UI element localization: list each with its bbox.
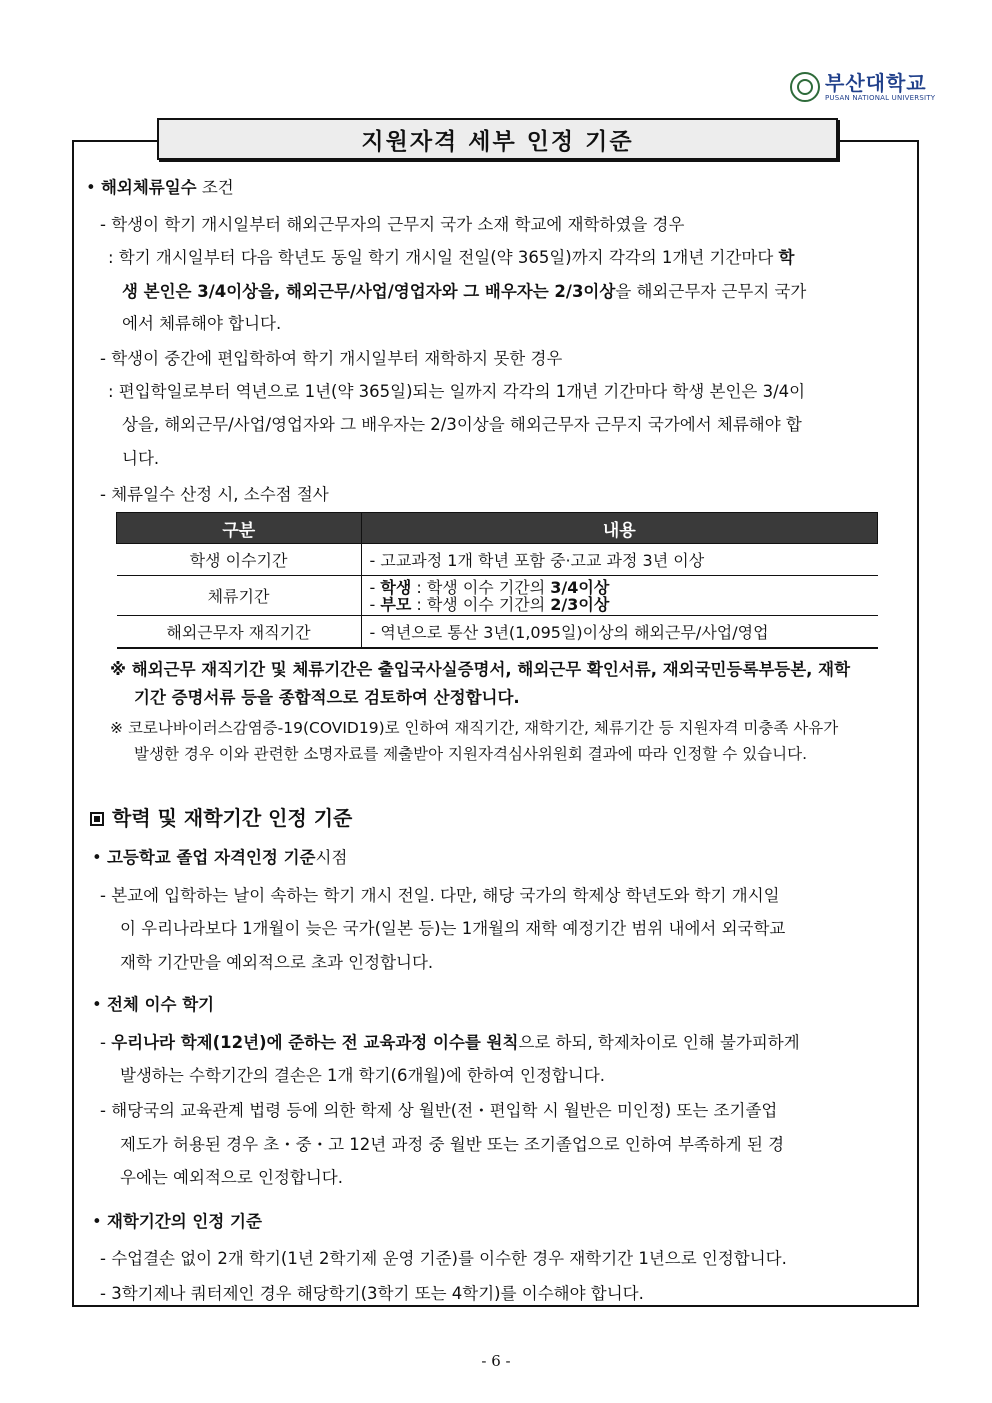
bullet-graduation: • 고등학교 졸업 자격인정 기준시점 <box>92 848 348 867</box>
bullet-total-semesters: • 전체 이수 학기 <box>92 995 215 1014</box>
graduation-line3: 재학 기간만을 예외적으로 초과 인정합니다. <box>120 953 434 972</box>
table-header-category: 구분 <box>117 513 362 544</box>
semesters-item1-line1: - 우리나라 학제(12년)에 준하는 전 교육과정 이수를 원칙으로 하되, 학제차이로 인해 불가피하게 <box>100 1033 800 1052</box>
table-header-content: 내용 <box>361 513 878 544</box>
item2-head: - 학생이 중간에 편입학하여 학기 개시일부터 재학하지 못한 경우 <box>100 349 563 368</box>
bullet-overseas-stay: • 해외체류일수 조건 <box>86 178 234 197</box>
note2-line1: ※ 코로나바이러스감염증-19(COVID19)로 인하여 재직기간, 재학기간, 체류기간 등 지원자격 미충족 사유가 <box>110 719 839 737</box>
semesters-item2-line3: 우에는 예외적으로 인정합니다. <box>120 1168 343 1187</box>
page-title: 지원자격 세부 인정 기준 <box>157 118 838 160</box>
bullet-enrollment-period: • 재학기간의 인정 기준 <box>92 1212 262 1231</box>
graduation-line2: 이 우리나라보다 1개월이 늦은 국가(일본 등)는 1개월의 재학 예정기간 범위 내에서 외국학교 <box>120 919 786 938</box>
table-row: 체류기간 - 학생 : 학생 이수 기간의 3/4이상 - 부모 : 학생 이수 기간의 2/3이상 <box>117 576 878 616</box>
semesters-item2-line1: - 해당국의 교육관계 법령 등에 의한 학제 상 월반(전・편입학 시 월반은 미인정) 또는 조기졸업 <box>100 1101 778 1120</box>
item1-line2: 생 본인은 3/4이상을, 해외근무/사업/영업자와 그 배우자는 2/3이상을 해외근무자 근무지 국가 <box>122 282 807 301</box>
table-row: 해외근무자 재직기간 - 역년으로 통산 3년(1,095일)이상의 해외근무/사업/영업 <box>117 616 878 648</box>
note2-line2: 발생한 경우 이와 관련한 소명자료를 제출받아 지원자격심사위원회 결과에 따라 인정할 수 있습니다. <box>134 745 808 763</box>
enrollment-line2: - 3학기제나 쿼터제인 경우 해당학기(3학기 또는 4학기)를 이수해야 합니다. <box>100 1284 644 1303</box>
square-bullet-icon <box>90 812 104 826</box>
stay-criteria-table <box>116 512 878 649</box>
university-seal-icon <box>790 72 820 102</box>
enrollment-line1: - 수업결손 없이 2개 학기(1년 2학기제 운영 기준)를 이수한 경우 재학기간 1년으로 인정합니다. <box>100 1249 787 1268</box>
note1-line1: ※ 해외근무 재직기간 및 체류기간은 출입국사실증명서, 해외근무 확인서류, 재외국민등록부등본, 재학 <box>110 660 851 679</box>
item2-line3: 니다. <box>122 449 160 468</box>
item3-head: - 체류일수 산정 시, 소수점 절사 <box>100 485 329 504</box>
item2-line1: : 편입학일로부터 역년으로 1년(약 365일)되는 일까지 각각의 1개년 기간마다 학생 본인은 3/4이 <box>108 382 806 401</box>
note1-line2: 기간 증명서류 등을 종합적으로 검토하여 산정합니다. <box>134 688 520 707</box>
graduation-line1: - 본교에 입학하는 날이 속하는 학기 개시 전일. 다만, 해당 국가의 학제상 학년도와 학기 개시일 <box>100 886 780 905</box>
item1-line3: 에서 체류해야 합니다. <box>122 314 282 333</box>
university-logo <box>790 72 935 102</box>
item1-head: - 학생이 학기 개시일부터 해외근무자의 근무지 국가 소재 학교에 재학하였을 경우 <box>100 215 685 234</box>
table-row: 학생 이수기간 - 고교과정 1개 학년 포함 중·고교 과정 3년 이상 <box>117 544 878 576</box>
section-title-education: 학력 및 재학기간 인정 기준 <box>90 802 352 831</box>
logo-name-en: PUSAN NATIONAL UNIVERSITY <box>825 93 936 102</box>
logo-name-ko: 부산대학교 <box>825 70 927 95</box>
item2-line2: 상을, 해외근무/사업/영업자와 그 배우자는 2/3이상을 해외근무자 근무지 국가에서 체류해야 합 <box>122 415 802 434</box>
semesters-item1-line2: 발생하는 수학기간의 결손은 1개 학기(6개월)에 한하여 인정합니다. <box>120 1066 605 1085</box>
semesters-item2-line2: 제도가 허용된 경우 초・중・고 12년 과정 중 월반 또는 조기졸업으로 인하여 부족하게 된 경 <box>120 1135 785 1154</box>
page-number: - 6 - <box>481 1352 511 1370</box>
item1-line1: : 학기 개시일부터 다음 학년도 동일 학기 개시일 전일(약 365일)까지 각각의 1개년 기간마다 학 <box>108 248 795 267</box>
